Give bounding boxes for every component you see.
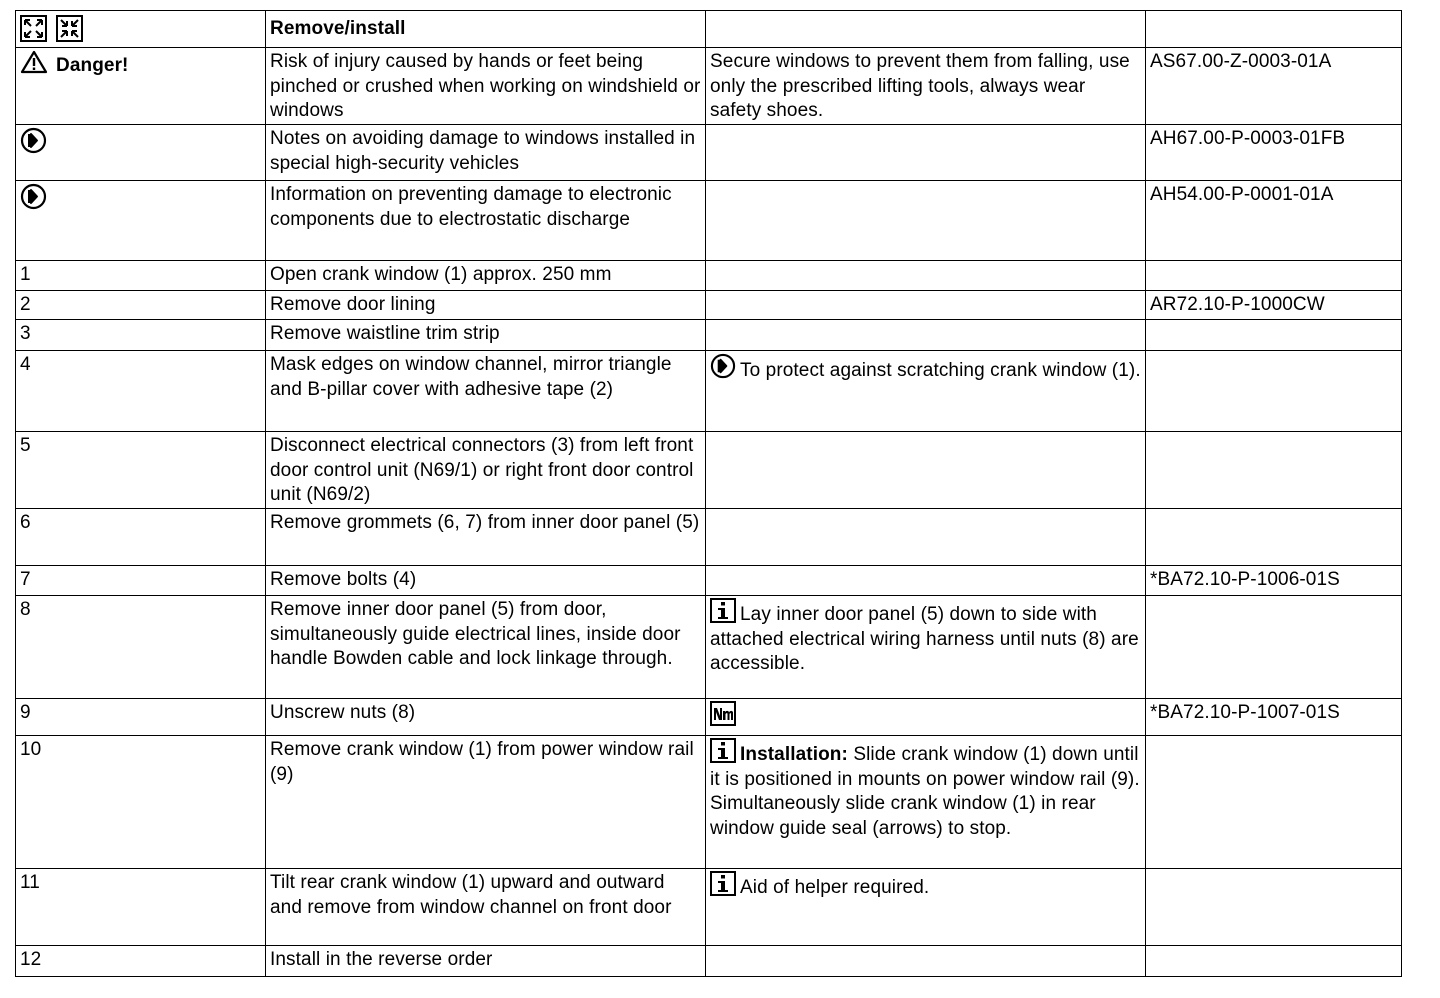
installation-label: Installation: xyxy=(740,744,848,765)
step-note-text: Lay inner door panel (5) down to side with attached electrical wiring harness until nuts (8) are accessible. xyxy=(710,604,1139,674)
step-number: 4 xyxy=(16,351,266,432)
damage-note-icon xyxy=(710,353,736,379)
step-text: Remove grommets (6, 7) from inner door panel (5) xyxy=(266,509,706,566)
step-number: 2 xyxy=(16,291,266,320)
header-empty-cell xyxy=(1146,11,1402,48)
hazard-label-cell xyxy=(16,48,266,125)
step-row xyxy=(16,320,1402,351)
step-ref xyxy=(1146,736,1402,869)
step-row xyxy=(16,261,1402,291)
step-ref[interactable]: *BA72.10-P-1007-01S xyxy=(1146,699,1402,736)
hazard-row xyxy=(16,125,1402,181)
torque-icon xyxy=(710,701,736,726)
hazard-empty-cell xyxy=(706,125,1146,181)
step-ref xyxy=(1146,596,1402,699)
step-ref[interactable]: AR72.10-P-1000CW xyxy=(1146,291,1402,320)
info-icon xyxy=(710,738,736,763)
step-text: Disconnect electrical connectors (3) from left front door control unit (N69/1) or right front door control unit (N69/2) xyxy=(266,432,706,509)
step-note xyxy=(706,596,1146,699)
step-number: 9 xyxy=(16,699,266,736)
info-icon xyxy=(710,598,736,623)
step-note xyxy=(706,946,1146,977)
step-ref xyxy=(1146,432,1402,509)
step-text: Remove bolts (4) xyxy=(266,566,706,596)
hazard-icon-cell xyxy=(16,125,266,181)
hazard-icon-cell xyxy=(16,181,266,261)
hazard-text: Notes on avoiding damage to windows installed in special high-security vehicles xyxy=(266,125,706,181)
step-number: 5 xyxy=(16,432,266,509)
step-note xyxy=(706,566,1146,596)
header-row xyxy=(16,11,1402,48)
step-text: Remove waistline trim strip xyxy=(266,320,706,351)
step-number: 10 xyxy=(16,736,266,869)
step-ref xyxy=(1146,946,1402,977)
step-ref xyxy=(1146,261,1402,291)
step-ref xyxy=(1146,351,1402,432)
step-row xyxy=(16,596,1402,699)
hazard-text: Risk of injury caused by hands or feet being pinched or crushed when working on windshield or windows xyxy=(266,48,706,125)
step-text: Open crank window (1) approx. 250 mm xyxy=(266,261,706,291)
hazard-row xyxy=(16,181,1402,261)
step-row xyxy=(16,566,1402,596)
step-number: 3 xyxy=(16,320,266,351)
step-ref xyxy=(1146,869,1402,946)
step-note xyxy=(706,291,1146,320)
collapse-icon[interactable] xyxy=(56,15,83,42)
step-number: 7 xyxy=(16,566,266,596)
step-text: Remove crank window (1) from power window rail (9) xyxy=(266,736,706,869)
procedure-table xyxy=(15,10,1402,977)
step-number: 11 xyxy=(16,869,266,946)
step-row xyxy=(16,291,1402,320)
hazard-measure: Secure windows to prevent them from falling, use only the prescribed lifting tools, always wear safety shoes. xyxy=(706,48,1146,125)
hazard-empty-cell xyxy=(706,181,1146,261)
step-ref xyxy=(1146,509,1402,566)
hazard-row xyxy=(16,48,1402,125)
step-note-text: Slide crank window (1) down until it is positioned in mounts on power window rail (9). Simultaneously slide crank window (1) in rear window guide seal (arrows) to stop. xyxy=(710,744,1140,839)
step-note xyxy=(706,320,1146,351)
step-row xyxy=(16,351,1402,432)
damage-note-icon xyxy=(20,183,47,210)
step-row xyxy=(16,432,1402,509)
step-number: 1 xyxy=(16,261,266,291)
danger-label: Danger! xyxy=(56,55,129,76)
step-note-text: To protect against scratching crank window (1). xyxy=(740,360,1141,381)
step-number: 6 xyxy=(16,509,266,566)
step-note xyxy=(706,699,1146,736)
step-text: Install in the reverse order xyxy=(266,946,706,977)
step-ref[interactable]: *BA72.10-P-1006-01S xyxy=(1146,566,1402,596)
step-row xyxy=(16,736,1402,869)
step-row xyxy=(16,699,1402,736)
step-text: Mask edges on window channel, mirror triangle and B-pillar cover with adhesive tape (2) xyxy=(266,351,706,432)
header-icons-cell xyxy=(16,11,266,48)
damage-note-icon xyxy=(20,127,47,154)
step-text: Remove inner door panel (5) from door, simultaneously guide electrical lines, inside door handle Bowden cable and lock linkage through. xyxy=(266,596,706,699)
step-ref xyxy=(1146,320,1402,351)
step-row xyxy=(16,509,1402,566)
step-note xyxy=(706,736,1146,869)
hazard-ref[interactable]: AS67.00-Z-0003-01A xyxy=(1146,48,1402,125)
step-text: Tilt rear crank window (1) upward and outward and remove from window channel on front door xyxy=(266,869,706,946)
step-note xyxy=(706,261,1146,291)
step-number: 12 xyxy=(16,946,266,977)
step-text: Remove door lining xyxy=(266,291,706,320)
step-note xyxy=(706,869,1146,946)
hazard-ref[interactable]: AH54.00-P-0001-01A xyxy=(1146,181,1402,261)
expand-icon[interactable] xyxy=(20,15,47,42)
step-row xyxy=(16,946,1402,977)
info-icon xyxy=(710,871,736,896)
warning-triangle-icon xyxy=(20,50,48,74)
hazard-ref[interactable]: AH67.00-P-0003-01FB xyxy=(1146,125,1402,181)
step-number: 8 xyxy=(16,596,266,699)
header-empty-cell xyxy=(706,11,1146,48)
header-title: Remove/install xyxy=(266,11,706,48)
step-note-text: Aid of helper required. xyxy=(740,877,930,898)
step-note xyxy=(706,432,1146,509)
step-note xyxy=(706,509,1146,566)
step-note xyxy=(706,351,1146,432)
step-text: Unscrew nuts (8) xyxy=(266,699,706,736)
hazard-text: Information on preventing damage to electronic components due to electrostatic discharge xyxy=(266,181,706,261)
step-row xyxy=(16,869,1402,946)
